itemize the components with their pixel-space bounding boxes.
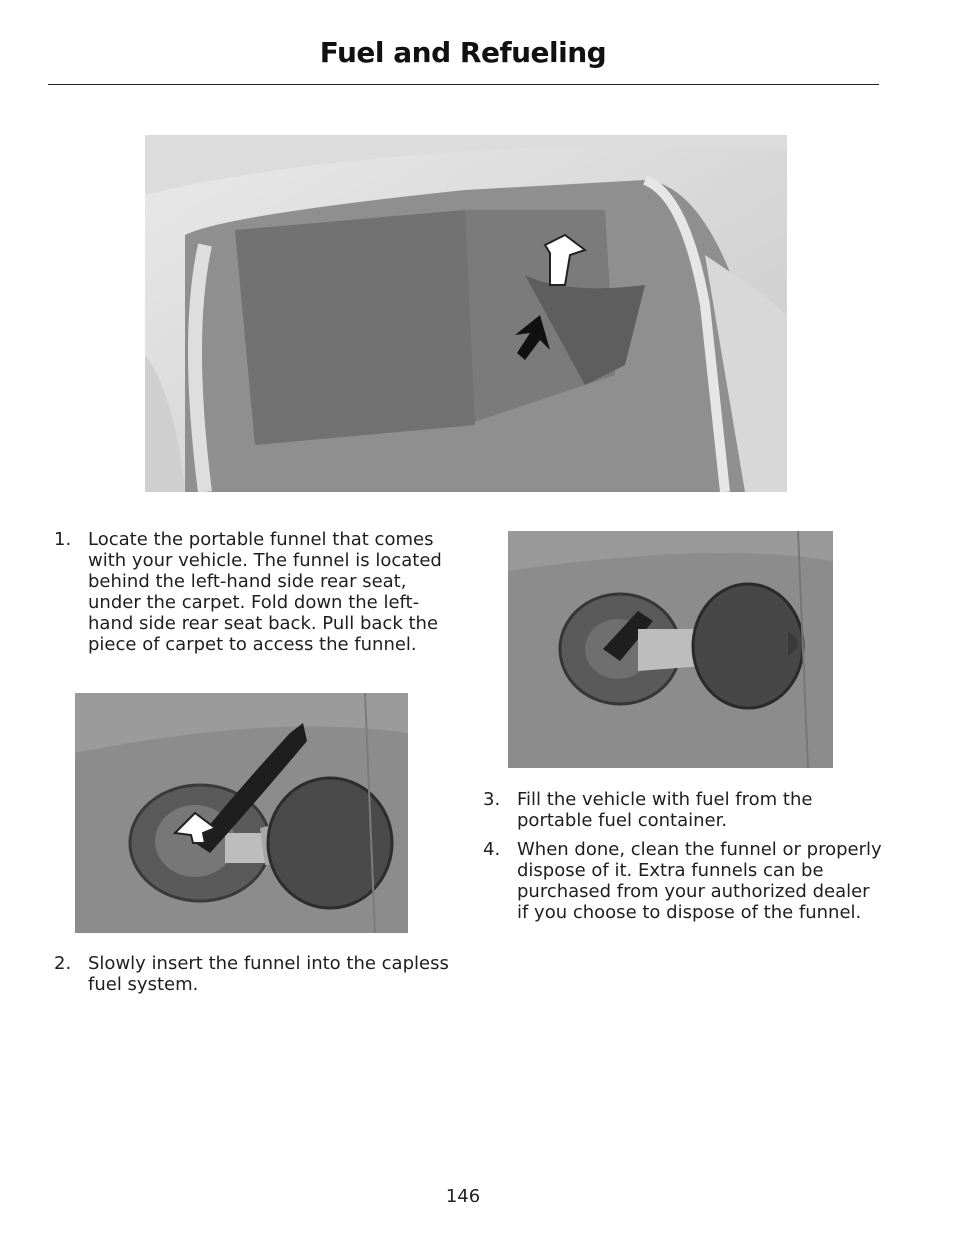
rear-seat-funnel-storage-illustration: [145, 135, 787, 492]
step-text: Fill the vehicle with fuel from the portable fuel container.: [517, 789, 813, 831]
step-text: Locate the portable funnel that comes with your vehicle. The funnel is located behind the left-hand side rear seat, under the carpet. Fold down the left-hand side rear seat back. Pull back the piece of carpet to access the funnel.: [88, 529, 442, 655]
step-4: [483, 839, 883, 949]
step-1: [54, 529, 449, 679]
step-2: [54, 953, 449, 997]
step-number: 2.: [54, 953, 72, 974]
step-3: [483, 789, 883, 833]
step-text: When done, clean the funnel or properly dispose of it. Extra funnels can be purchased from your authorized dealer if you choose to dispose of the funnel.: [517, 839, 882, 923]
step-number: 3.: [483, 789, 501, 810]
step-number: 4.: [483, 839, 501, 860]
step-text: Slowly insert the funnel into the capless fuel system.: [88, 953, 449, 995]
step-number: 1.: [54, 529, 72, 550]
funnel-insertion-illustration: [75, 693, 408, 933]
page-title: Fuel and Refueling: [319, 36, 607, 69]
title-divider: [48, 84, 879, 85]
fuel-filler-door-open-illustration: [508, 531, 833, 768]
page-number: 146: [445, 1186, 481, 1207]
